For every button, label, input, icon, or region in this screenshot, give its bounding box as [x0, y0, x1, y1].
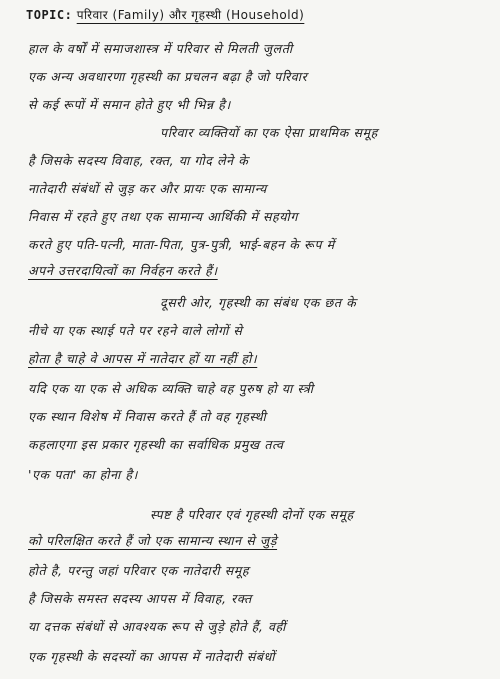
text-line: 'एक पता' का होना है। — [28, 467, 139, 482]
text-line: हाल के वर्षों में समाजशास्त्र में परिवार से मिलती जुलती — [28, 41, 293, 56]
topic-heading — [26, 6, 486, 23]
text-line: नीचे या एक स्थाई पते पर रहने वाले लोगों से — [28, 323, 243, 338]
text-line: करते हुए पति-पत्नी, माता-पिता, पुत्र-पुत्री, भाई-बहन के रूप में — [28, 237, 335, 252]
text-line: यदि एक या एक से अधिक व्यक्ति चाहे वह पुरुष हो या स्त्री — [28, 381, 314, 396]
text-line-underlined: अपने उत्तरदायित्वों का निर्वहन करते हैं। — [28, 263, 218, 278]
text-line: है जिसके सदस्य विवाह, रक्त, या गोद लेने के — [28, 153, 249, 168]
text-line-indented: परिवार व्यक्तियों का एक ऐसा प्राथमिक समूह — [160, 125, 378, 140]
topic-label: TOPIC: — [26, 8, 73, 22]
text-line: निवास में रहते हुए तथा एक सामान्य आर्थिकी में सहयोग — [28, 209, 298, 224]
text-line: होते है, परन्तु जहां परिवार एक नातेदारी समूह — [28, 563, 250, 578]
text-line-indented: स्पष्ट है परिवार एवं गृहस्थी दोनों एक समूह — [150, 507, 354, 522]
text-line: या दत्तक संबंधों से आवश्यक रूप से जुड़े होते हैं, वहीं — [28, 619, 287, 634]
text-line: है जिसके समस्त सदस्य आपस में विवाह, रक्त — [28, 591, 252, 606]
text-line: कहलाएगा इस प्रकार गृहस्थी का सर्वाधिक प्रमुख तत्व — [28, 437, 284, 452]
text-line: एक स्थान विशेष में निवास करते हैं तो वह गृहस्थी — [28, 409, 267, 424]
topic-text: परिवार (Family) और गृहस्थी (Household) — [76, 8, 305, 22]
text-line: नातेदारी संबंधों से जुड़ कर और प्रायः एक सामान्य — [28, 181, 267, 196]
text-line-underlined: को परिलक्षित करते हैं जो एक सामान्य स्थान से जुड़े — [28, 533, 278, 548]
text-line-indented: दूसरी ओर, गृहस्थी का संबंध एक छत के — [160, 295, 357, 310]
text-line: एक गृहस्थी के सदस्यों का आपस में नातेदारी संबंधों — [28, 649, 276, 664]
text-line: एक अन्य अवधारणा गृहस्थी का प्रचलन बढ़ा है जो परिवार — [28, 69, 308, 84]
text-line: से कई रूपों में समान होते हुए भी भिन्न है। — [28, 97, 231, 112]
text-line-underlined: होता है चाहे वे आपस में नातेदार हों या नहीं हो। — [28, 351, 258, 366]
